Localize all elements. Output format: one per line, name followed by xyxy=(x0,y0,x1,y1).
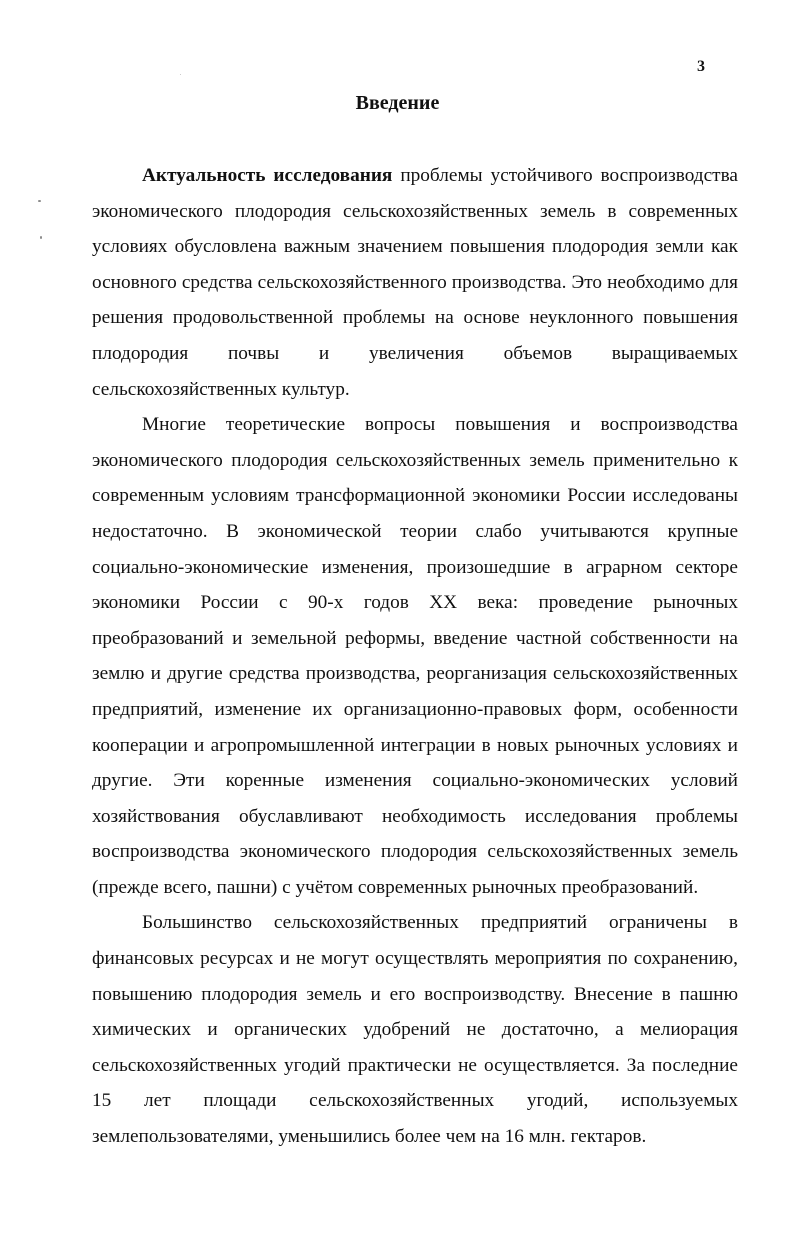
section-heading: Введение xyxy=(355,92,440,114)
paragraph-text: проблемы устойчивого воспроизводства экономического плодородия сельскохозяйственных земель в современных условиях обусловлена важным значением повышения плодородия земли как основного средства сельскохозяйственного производства. Это необходимо для решения продовольственной проблемы на основе неуклонного повышения плодородия почвы и увеличения объемов выращиваемых сельскохозяйственных культур. xyxy=(92,165,738,400)
paragraph-lead: Актуальность исследования xyxy=(142,165,393,186)
page-number: 3 xyxy=(697,58,705,75)
paragraph-theory: Многие теоретические вопросы повышения и воспроизводства экономического плодородия сельскохозяйственных земель применительно к современным условиям трансформационной экономики России исследованы недостаточно. В экономической теории слабо учитываются крупные социально-экономические изменения, произошедшие в аграрном секторе экономики России с 90-х годов XX века: проведение рыночных преобразований и земельной реформы, введение частной собственности на землю и другие средства производства, реорганизация сельскохозяйственных предприятий, изменение их организационно-правовых форм, особенности кооперации и агропромышленной интеграции в новых рыночных условиях и другие. Эти коренные изменения социально-экономических условий хозяйствования обуславливают необходимость исследования проблемы воспроизводства экономического плодородия сельскохозяйственных земель (прежде всего, пашни) с учётом современных рыночных преобразований. xyxy=(92,414,738,898)
scan-artifact xyxy=(38,200,41,202)
paragraph-relevance xyxy=(92,158,738,407)
scan-artifact xyxy=(40,236,42,239)
paragraph-resources: Большинство сельскохозяйственных предприятий ограничены в финансовых ресурсах и не могут осуществлять мероприятия по сохранению, повышению плодородия земель и его воспроизводству. Внесение в пашню химических и органических удобрений не достаточно, а мелиорация сельскохозяйственных угодий практически не осуществляется. За последние 15 лет площади сельскохозяйственных угодий, используемых землепользователями, уменьшились более чем на 16 млн. гектаров. xyxy=(92,912,738,1148)
document-body xyxy=(92,158,738,1155)
scan-artifact xyxy=(180,74,181,75)
